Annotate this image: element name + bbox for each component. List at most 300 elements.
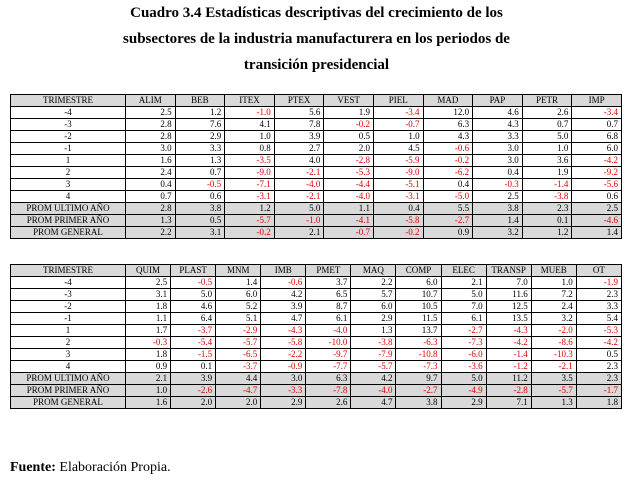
table-cell: 6.1 (441, 313, 486, 325)
table-cell: -0.2 (324, 119, 374, 131)
table-cell: 2.7 (274, 143, 324, 155)
row-label: PROM GENERAL (11, 397, 126, 409)
table-cell: 3.9 (274, 131, 324, 143)
column-header: PLAST (171, 265, 216, 277)
column-header: TRIMESTRE (11, 95, 126, 107)
table-cell: -6.5 (216, 349, 261, 361)
table-cell: 1.4 (216, 277, 261, 289)
table-cell: 6.8 (572, 131, 622, 143)
table-cell: -0.9 (261, 361, 306, 373)
table-cell: -0.2 (423, 155, 473, 167)
table-cell: -4.6 (572, 215, 622, 227)
table-cell: 0.6 (175, 191, 225, 203)
table-cell: 6.3 (306, 373, 351, 385)
table-cell: 1.9 (522, 167, 572, 179)
row-label: PROM GENERAL (11, 227, 126, 239)
table-row (11, 191, 622, 203)
table-cell: 11.2 (486, 373, 531, 385)
table-cell: -1.0 (274, 215, 324, 227)
summary-row (11, 373, 622, 385)
row-label: 1 (11, 325, 126, 337)
table-cell: 1.1 (126, 313, 171, 325)
row-label: PROM PRIMER AÑO (11, 215, 126, 227)
table-cell: 7.8 (274, 119, 324, 131)
table-cell: 1.2 (522, 227, 572, 239)
table-cell: 4.2 (261, 289, 306, 301)
table-row (11, 119, 622, 131)
table-cell: 3.2 (473, 227, 523, 239)
table-cell: 3.0 (261, 373, 306, 385)
table-cell: 5.0 (522, 131, 572, 143)
table-cell: 0.5 (324, 131, 374, 143)
table-header-row (11, 95, 622, 107)
table-row (11, 107, 622, 119)
table-cell: -2.8 (324, 155, 374, 167)
table-cell: -5.4 (171, 337, 216, 349)
row-label: 1 (11, 155, 126, 167)
table-cell: 0.7 (572, 119, 622, 131)
table-row (11, 325, 622, 337)
table-cell: 6.0 (396, 277, 441, 289)
table-cell: 1.8 (576, 397, 621, 409)
table-cell: -4.9 (441, 385, 486, 397)
column-header: TRANSP (486, 265, 531, 277)
summary-row (11, 385, 622, 397)
table-cell: -3.8 (351, 337, 396, 349)
table-cell: -3.4 (572, 107, 622, 119)
row-label: 2 (11, 167, 126, 179)
table-row (11, 313, 622, 325)
column-header: MAD (423, 95, 473, 107)
table-cell: 2.5 (572, 203, 622, 215)
table-cell: -1.7 (576, 385, 621, 397)
table-cell: 2.8 (126, 119, 176, 131)
table-cell: -4.0 (306, 325, 351, 337)
table-header-row (11, 265, 622, 277)
table-cell: 1.2 (225, 203, 275, 215)
table-cell: 2.9 (351, 313, 396, 325)
table-cell: -0.7 (324, 227, 374, 239)
table-cell: 6.0 (216, 289, 261, 301)
summary-row (11, 397, 622, 409)
table-cell: -4.0 (351, 385, 396, 397)
table-cell: -10.3 (531, 349, 576, 361)
table-cell: 12.0 (423, 107, 473, 119)
table-cell: -0.2 (225, 227, 275, 239)
row-label: 3 (11, 349, 126, 361)
table-cell: -4.3 (486, 325, 531, 337)
table-row (11, 349, 622, 361)
table-cell: -0.2 (373, 227, 423, 239)
table-cell: -5.7 (225, 215, 275, 227)
table-cell: -0.6 (423, 143, 473, 155)
table-cell: -5.7 (531, 385, 576, 397)
table-cell: 3.2 (531, 313, 576, 325)
table-cell: 3.9 (261, 301, 306, 313)
row-label: 3 (11, 179, 126, 191)
table-cell: -1.2 (486, 361, 531, 373)
table-cell: -7.9 (351, 349, 396, 361)
table-cell: -4.0 (274, 179, 324, 191)
table-cell: -2.1 (274, 167, 324, 179)
table-cell: -10.0 (306, 337, 351, 349)
table-cell: 0.9 (423, 227, 473, 239)
table-cell: 3.1 (175, 227, 225, 239)
table-cell: -6.0 (441, 349, 486, 361)
row-label: 2 (11, 337, 126, 349)
table-cell: 2.4 (531, 301, 576, 313)
table-cell: 2.1 (126, 373, 171, 385)
table-cell: 2.6 (522, 107, 572, 119)
table-cell: 0.9 (126, 361, 171, 373)
table-cell: 4.6 (171, 301, 216, 313)
table-cell: 4.0 (274, 155, 324, 167)
table-cell: 1.8 (126, 301, 171, 313)
table-cell: -3.8 (522, 191, 572, 203)
row-label: -4 (11, 107, 126, 119)
table-cell: -4.2 (576, 337, 621, 349)
table-cell: 7.0 (441, 301, 486, 313)
table-cell: -2.6 (171, 385, 216, 397)
table-cell: -7.3 (396, 361, 441, 373)
column-header: MNM (216, 265, 261, 277)
table-cell: 5.6 (274, 107, 324, 119)
row-label: -4 (11, 277, 126, 289)
table-cell: 2.3 (522, 203, 572, 215)
table-cell: -9.7 (306, 349, 351, 361)
column-header: COMP (396, 265, 441, 277)
table-cell: 4.7 (261, 313, 306, 325)
column-header: PTEX (274, 95, 324, 107)
table-cell: 2.3 (576, 361, 621, 373)
table-cell: 10.7 (396, 289, 441, 301)
table-cell: -2.7 (423, 215, 473, 227)
row-label: -2 (11, 131, 126, 143)
table-cell: 2.9 (441, 397, 486, 409)
table-cell: -3.1 (373, 191, 423, 203)
table-row (11, 131, 622, 143)
table-cell: -6.3 (396, 337, 441, 349)
table-row (11, 167, 622, 179)
table-cell: 1.2 (175, 107, 225, 119)
table-cell: -7.7 (306, 361, 351, 373)
table-cell: -5.9 (373, 155, 423, 167)
table-cell: 6.4 (171, 313, 216, 325)
table-cell: -10.8 (396, 349, 441, 361)
table-cell: -0.5 (171, 277, 216, 289)
table-cell: 5.0 (441, 289, 486, 301)
table-cell: -0.3 (473, 179, 523, 191)
table-cell: 3.0 (473, 143, 523, 155)
table-cell: 7.0 (486, 277, 531, 289)
table-cell: 2.2 (126, 227, 176, 239)
table-cell: 1.3 (351, 325, 396, 337)
column-header: MUEB (531, 265, 576, 277)
table-cell: 6.0 (351, 301, 396, 313)
row-label: -3 (11, 119, 126, 131)
table-cell: -3.7 (216, 361, 261, 373)
table-cell: -2.9 (216, 325, 261, 337)
column-header: ITEX (225, 95, 275, 107)
table-cell: -5.7 (216, 337, 261, 349)
table-cell: 1.7 (126, 325, 171, 337)
table-cell: 13.7 (396, 325, 441, 337)
row-label: -3 (11, 289, 126, 301)
table-cell: 4.2 (351, 373, 396, 385)
table-row (11, 277, 622, 289)
table-cell: 2.3 (576, 289, 621, 301)
table-row (11, 301, 622, 313)
table-cell: 0.4 (423, 179, 473, 191)
table-cell: 5.7 (351, 289, 396, 301)
table-cell: 5.0 (274, 203, 324, 215)
table-cell: 2.9 (175, 131, 225, 143)
table-cell: -2.7 (396, 385, 441, 397)
table-cell: 0.7 (126, 191, 176, 203)
table-cell: -3.1 (225, 191, 275, 203)
table-cell: 0.7 (522, 119, 572, 131)
table-cell: -4.1 (324, 215, 374, 227)
table-cell: 0.4 (473, 167, 523, 179)
table-cell: 1.0 (225, 131, 275, 143)
table-cell: -5.1 (373, 179, 423, 191)
table-cell: 1.4 (572, 227, 622, 239)
table-cell: -2.1 (274, 191, 324, 203)
table-cell: -0.5 (175, 179, 225, 191)
table-cell: 0.4 (373, 203, 423, 215)
table-cell: 11.6 (486, 289, 531, 301)
row-label: -2 (11, 301, 126, 313)
table-cell: -5.6 (572, 179, 622, 191)
stats-table-2 (10, 264, 622, 409)
title-line-2: subsectores de la industria manufacturera en los periodos de (123, 31, 510, 47)
table-cell: -4.0 (324, 191, 374, 203)
table-cell: 1.6 (126, 397, 171, 409)
table-cell: 3.8 (396, 397, 441, 409)
row-label: PROM PRIMER AÑO (11, 385, 126, 397)
table-cell: 4.6 (473, 107, 523, 119)
table-cell: 0.6 (572, 191, 622, 203)
table-cell: -5.3 (324, 167, 374, 179)
table-cell: 3.0 (126, 143, 176, 155)
table-row (11, 143, 622, 155)
table-cell: 5.2 (216, 301, 261, 313)
table-row (11, 289, 622, 301)
source-text: Elaboración Propia. (55, 460, 171, 475)
table-cell: 1.8 (126, 349, 171, 361)
table-cell: 0.1 (171, 361, 216, 373)
table-cell: -2.8 (486, 385, 531, 397)
table-cell: 1.0 (126, 385, 171, 397)
table-cell: 13.5 (486, 313, 531, 325)
table-cell: 4.1 (225, 119, 275, 131)
table-cell: 4.3 (423, 131, 473, 143)
table-cell: 1.9 (324, 107, 374, 119)
table-cell: -7.3 (441, 337, 486, 349)
table-cell: 3.0 (473, 155, 523, 167)
table-row (11, 361, 622, 373)
table-cell: 2.5 (126, 277, 171, 289)
table-cell: 5.4 (576, 313, 621, 325)
table-cell: -3.3 (261, 385, 306, 397)
column-header: TRIMESTRE (11, 265, 126, 277)
table-cell: -3.4 (373, 107, 423, 119)
row-label: 4 (11, 191, 126, 203)
column-header: IMB (261, 265, 306, 277)
table-cell: -1.0 (225, 107, 275, 119)
table-cell: 3.5 (531, 373, 576, 385)
column-header: VEST (324, 95, 374, 107)
source-label: Fuente: (10, 460, 56, 475)
table-row (11, 179, 622, 191)
table-cell: 0.8 (225, 143, 275, 155)
table-cell: 4.3 (473, 119, 523, 131)
table-cell: 4.7 (351, 397, 396, 409)
table-cell: -0.6 (261, 277, 306, 289)
table-cell: 6.5 (306, 289, 351, 301)
table-cell: -6.2 (423, 167, 473, 179)
table-cell: 1.4 (473, 215, 523, 227)
table-row (11, 155, 622, 167)
table-cell: 0.1 (522, 215, 572, 227)
table-cell: 11.5 (396, 313, 441, 325)
table-cell: 3.8 (175, 203, 225, 215)
table-cell: 6.1 (306, 313, 351, 325)
table-cell: 3.3 (576, 301, 621, 313)
column-header: QUIM (126, 265, 171, 277)
table-cell: 1.3 (126, 215, 176, 227)
table-cell: -2.0 (531, 325, 576, 337)
table-cell: -4.2 (486, 337, 531, 349)
table-cell: 2.8 (126, 203, 176, 215)
table-cell: 2.0 (216, 397, 261, 409)
table-cell: -4.2 (572, 155, 622, 167)
table-cell: 1.0 (531, 277, 576, 289)
table-cell: -5.3 (576, 325, 621, 337)
table-cell: 1.1 (324, 203, 374, 215)
table-cell: 3.9 (171, 373, 216, 385)
table-cell: 6.0 (572, 143, 622, 155)
table-cell: 1.3 (531, 397, 576, 409)
summary-row (11, 215, 622, 227)
table-cell: -5.7 (351, 361, 396, 373)
table-cell: -0.3 (126, 337, 171, 349)
table-cell: -2.2 (261, 349, 306, 361)
table-cell: -1.4 (522, 179, 572, 191)
table-cell: 3.3 (473, 131, 523, 143)
table-cell: 7.1 (486, 397, 531, 409)
table-cell: 1.0 (522, 143, 572, 155)
table-cell: 2.5 (126, 107, 176, 119)
table-cell: 0.7 (175, 167, 225, 179)
table-cell: 2.2 (351, 277, 396, 289)
table-cell: -0.7 (373, 119, 423, 131)
table-cell: 2.1 (441, 277, 486, 289)
column-header: IMP (572, 95, 622, 107)
source-note (10, 460, 171, 476)
table-cell: -2.1 (531, 361, 576, 373)
table-cell: 5.5 (423, 203, 473, 215)
table-cell: 5.0 (441, 373, 486, 385)
table-cell: 12.5 (486, 301, 531, 313)
table-cell: -2.7 (441, 325, 486, 337)
table-cell: 3.3 (175, 143, 225, 155)
title-line-3: transición presidencial (243, 57, 390, 73)
table-cell: -5.8 (373, 215, 423, 227)
table-cell: 1.0 (373, 131, 423, 143)
table-cell: -1.5 (171, 349, 216, 361)
table-cell: -9.0 (373, 167, 423, 179)
table-cell: 4.5 (373, 143, 423, 155)
table-cell: 7.2 (531, 289, 576, 301)
column-header: ALIM (126, 95, 176, 107)
table-cell: 2.8 (126, 131, 176, 143)
table-cell: -3.7 (171, 325, 216, 337)
row-label: PROM ULTIMO AÑO (11, 203, 126, 215)
table-cell: -7.1 (225, 179, 275, 191)
table-cell: 0.5 (175, 215, 225, 227)
table-cell: 4.4 (216, 373, 261, 385)
column-header: ELEC (441, 265, 486, 277)
table-cell: 2.0 (171, 397, 216, 409)
row-label: -1 (11, 313, 126, 325)
row-label: PROM ULTIMO AÑO (11, 373, 126, 385)
table-cell: 3.1 (126, 289, 171, 301)
table-cell: -4.3 (261, 325, 306, 337)
table-cell: -5.8 (261, 337, 306, 349)
table-row (11, 337, 622, 349)
table-cell: -8.6 (531, 337, 576, 349)
table-cell: -1.4 (486, 349, 531, 361)
summary-row (11, 227, 622, 239)
table-cell: 8.7 (306, 301, 351, 313)
table-cell: -3.6 (441, 361, 486, 373)
table-cell: 2.1 (274, 227, 324, 239)
table-cell: -9.0 (225, 167, 275, 179)
table-cell: 0.4 (126, 179, 176, 191)
column-header: OT (576, 265, 621, 277)
table-cell: 2.6 (306, 397, 351, 409)
table-cell: 1.6 (126, 155, 176, 167)
table-cell: 5.1 (216, 313, 261, 325)
table-cell: 7.6 (175, 119, 225, 131)
table-cell: 3.7 (306, 277, 351, 289)
table-cell: -3.5 (225, 155, 275, 167)
row-label: 4 (11, 361, 126, 373)
column-header: PETR (522, 95, 572, 107)
row-label: -1 (11, 143, 126, 155)
table-cell: 3.8 (473, 203, 523, 215)
title-line-1: Cuadro 3.4 Estadísticas descriptivas del crecimiento de los (130, 5, 503, 21)
table-cell: 2.5 (473, 191, 523, 203)
table-cell: -1.9 (576, 277, 621, 289)
column-header: PIEL (373, 95, 423, 107)
column-header: MAQ (351, 265, 396, 277)
table-cell: 2.9 (261, 397, 306, 409)
table-cell: -4.4 (324, 179, 374, 191)
stats-table-1 (10, 94, 622, 239)
table-cell: 2.0 (324, 143, 374, 155)
table-cell: -7.8 (306, 385, 351, 397)
table-cell: -5.0 (423, 191, 473, 203)
table-cell: 10.5 (396, 301, 441, 313)
table-cell: -4.7 (216, 385, 261, 397)
table-cell: 9.7 (396, 373, 441, 385)
table-cell: 5.0 (171, 289, 216, 301)
summary-row (11, 203, 622, 215)
table-cell: 6.3 (423, 119, 473, 131)
column-header: PMET (306, 265, 351, 277)
